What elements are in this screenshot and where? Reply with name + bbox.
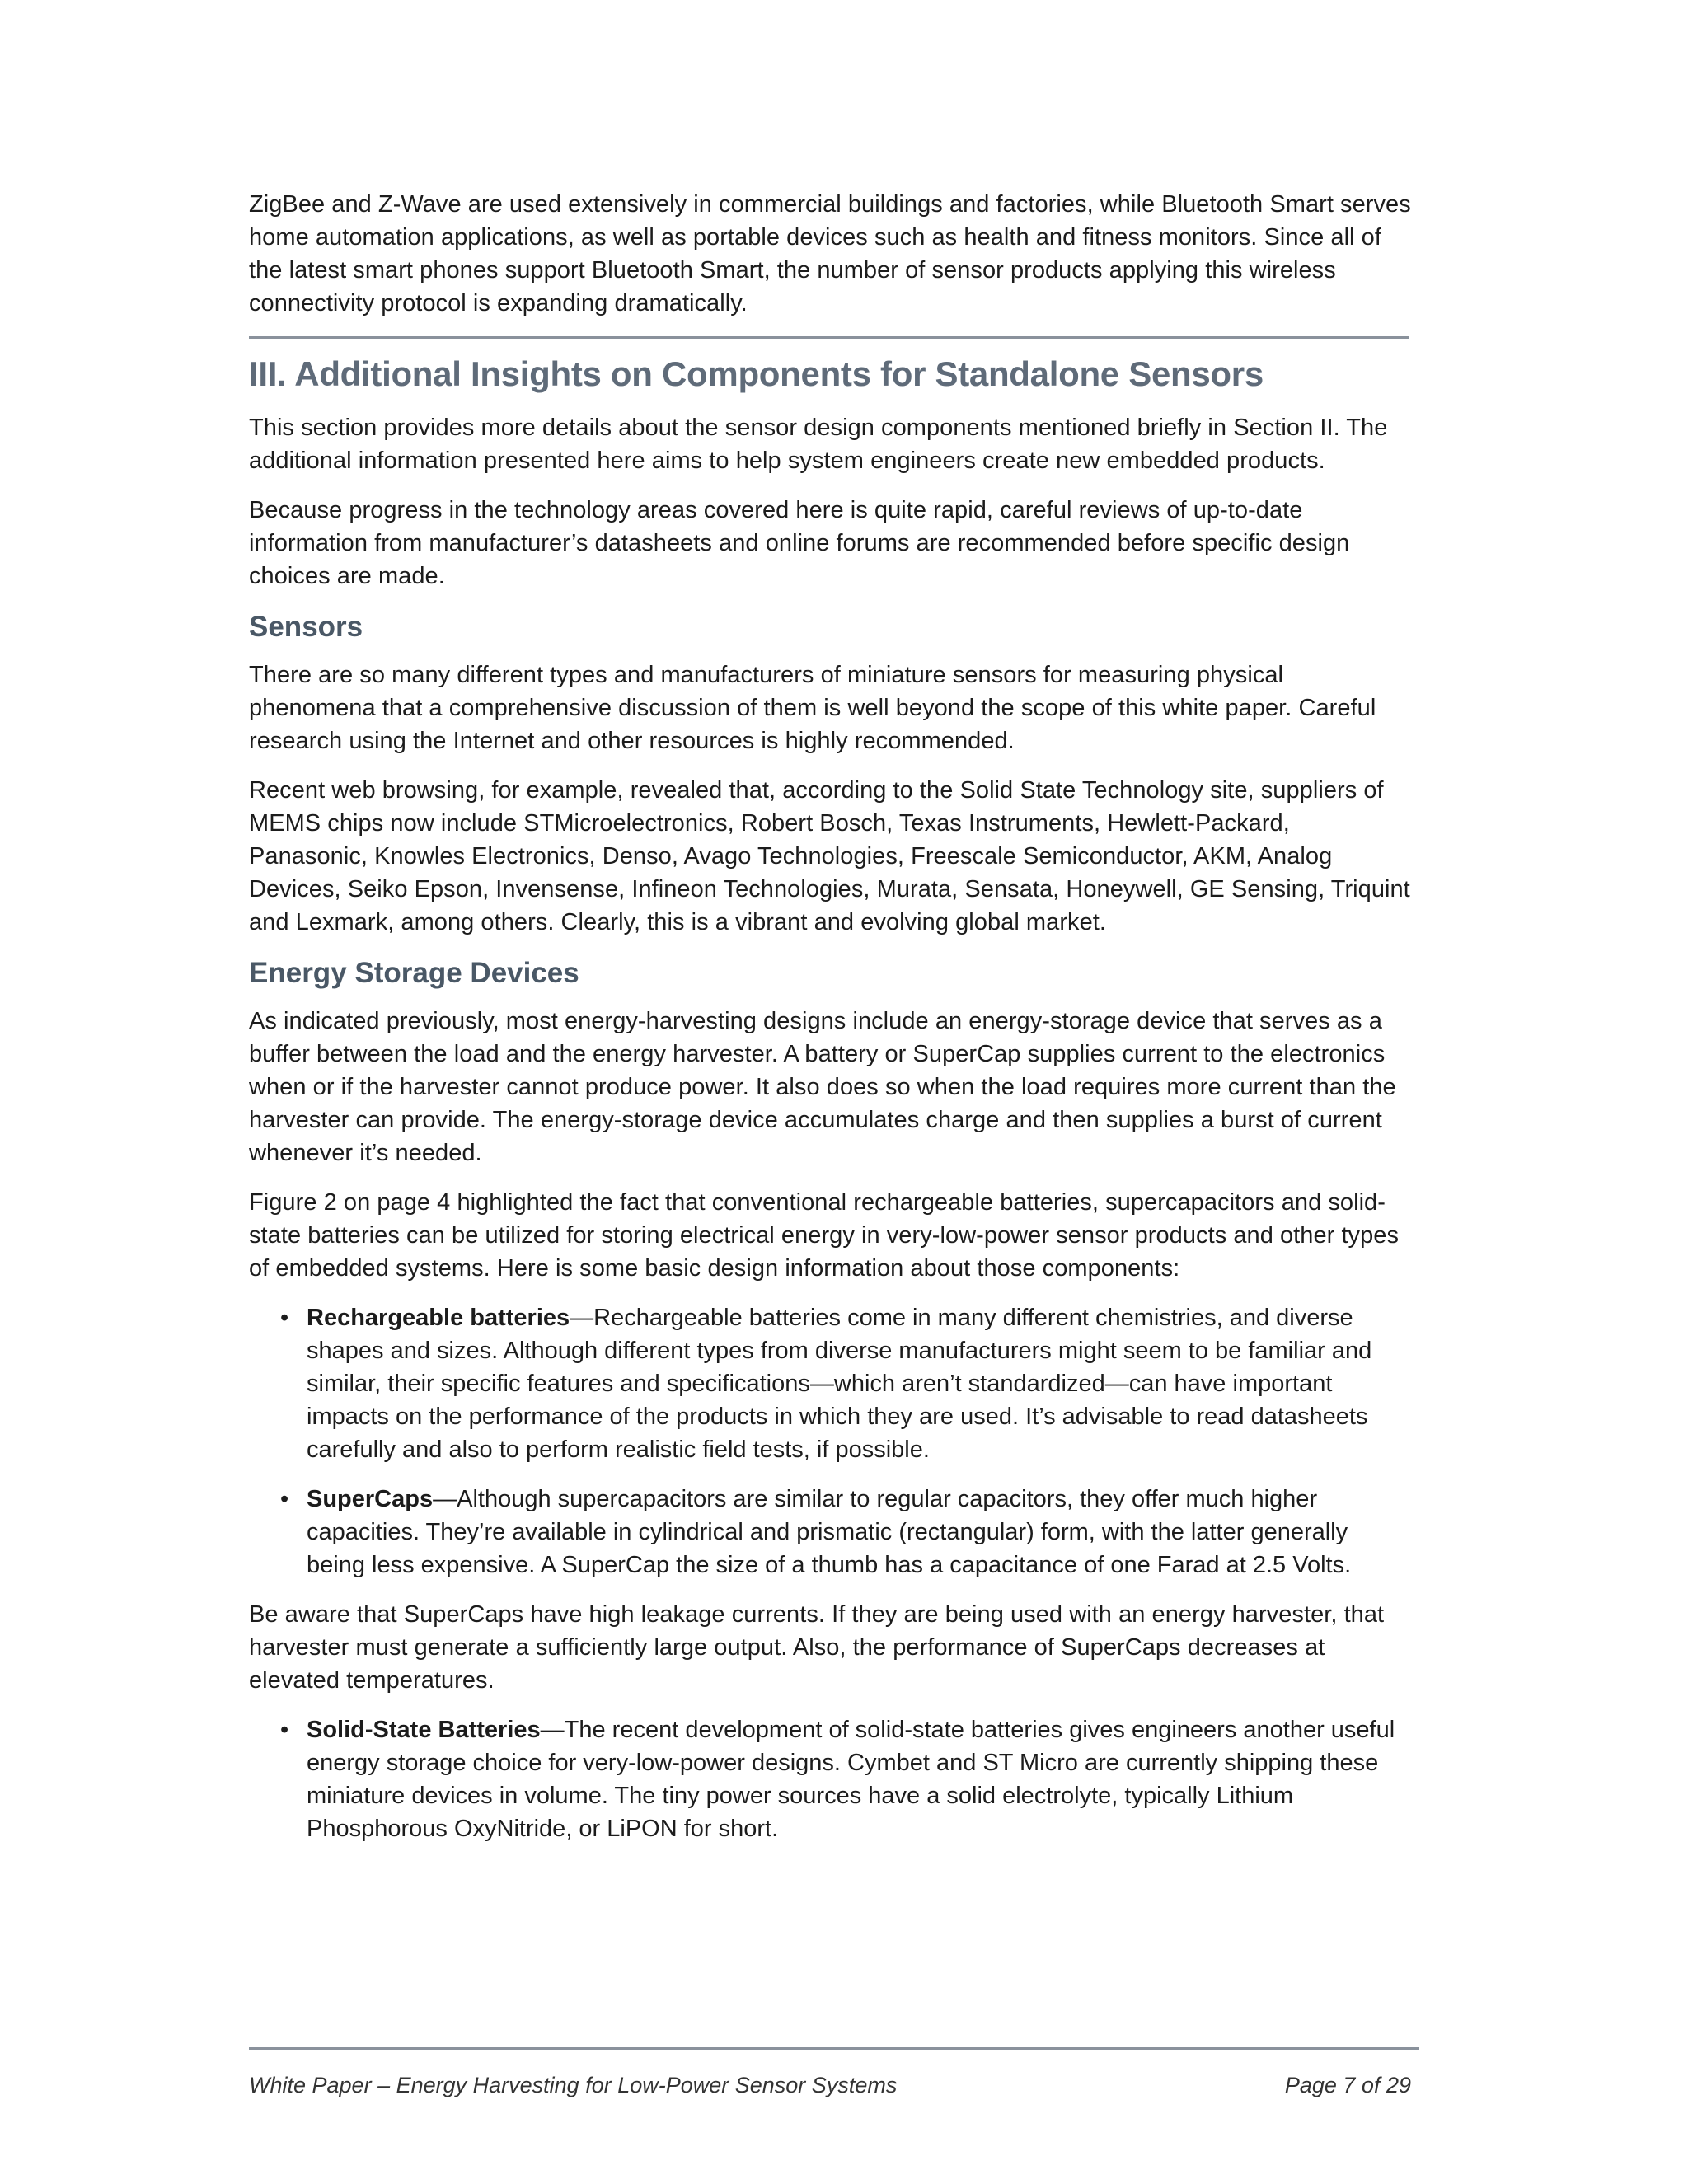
bullet-icon: • — [280, 1305, 289, 1331]
bullet-term: Solid-State Batteries — [307, 1717, 541, 1743]
list-item-solid-state-batteries — [249, 1713, 1411, 1845]
section-title: III. Additional Insights on Components for Standalone Sensors — [249, 354, 1264, 393]
page-content — [249, 188, 1411, 1862]
section-paragraph-1: This section provides more details about the sensor design components mentioned briefly in Section II. The additional information presented here aims to help system engineers create new embedded products. — [249, 415, 1388, 474]
footer-page-number: Page 7 of 29 — [1284, 2073, 1411, 2097]
bullet-text: —Rechargeable batteries come in many different chemistries, and diverse shapes and sizes. Although different types from diverse manufacturers might seem to be familiar and similar, their specific features and specifications—which aren’t standardized—can have important impacts on the performance of the products in which they are used. It’s advisable to read datasheets carefully and also to perform realistic field tests, if possible. — [307, 1305, 1372, 1463]
storage-bullet-list — [249, 1301, 1411, 1582]
bullet-text: —The recent development of solid-state batteries gives engineers another useful energy storage choice for very-low-power designs. Cymbet and ST Micro are currently shipping these miniature devices in volume. The tiny power sources have a solid electrolyte, typically Lithium Phosphorous OxyNitride, or LiPON for short. — [307, 1717, 1395, 1842]
section-paragraph-2: Because progress in the technology areas covered here is quite rapid, careful reviews of up-to-date information from manufacturer’s datasheets and online forums are recommended before specific design choices are made. — [249, 497, 1350, 589]
section-divider — [249, 336, 1409, 339]
energy-paragraph-1: As indicated previously, most energy-harvesting designs include an energy-storage device that serves as a buffer between the load and the energy harvester. A battery or SuperCap supplies current to the electronics when or if the harvester cannot produce power. It also does so when the load requires more current than the harvester can provide. The energy-storage device accumulates charge and then supplies a burst of current whenever it’s needed. — [249, 1008, 1396, 1166]
sensors-paragraph-1: There are so many different types and manufacturers of miniature sensors for measuring physical phenomena that a comprehensive discussion of them is well beyond the scope of this white paper. Careful research using the Internet and other resources is highly recommended. — [249, 662, 1376, 754]
storage-bullet-list-2 — [249, 1713, 1411, 1845]
bullet-icon: • — [280, 1486, 289, 1512]
bullet-term: SuperCaps — [307, 1486, 434, 1512]
energy-storage-heading: Energy Storage Devices — [249, 957, 579, 989]
bullet-term: Rechargeable batteries — [307, 1305, 570, 1331]
list-item-rechargeable-batteries — [249, 1301, 1411, 1466]
intro-paragraph: ZigBee and Z-Wave are used extensively in commercial buildings and factories, while Bluetooth Smart serves home automation applications, as well as portable devices such as health and fitness monitors. Since all of the latest smart phones support Bluetooth Smart, the number of sensor products applying this wireless connectivity protocol is expanding dramatically. — [249, 191, 1411, 316]
bullet-text: —Although supercapacitors are similar to regular capacitors, they offer much higher capacities. They’re available in cylindrical and prismatic (rectangular) form, with the latter generally being less expensive. A SuperCap the size of a thumb has a capacitance of one Farad at 2.5 Volts. — [307, 1486, 1352, 1578]
energy-paragraph-2: Figure 2 on page 4 highlighted the fact that conventional rechargeable batteries, supercapacitors and solid-state batteries can be utilized for storing electrical energy in very-low-power sensor products and other types of embedded systems. Here is some basic design information about those components: — [249, 1189, 1400, 1282]
list-item-supercaps — [249, 1483, 1411, 1582]
energy-paragraph-3: Be aware that SuperCaps have high leakage currents. If they are being used with an energy harvester, that harvester must generate a sufficiently large output. Also, the performance of SuperCaps decreases at elevated temperatures. — [249, 1601, 1385, 1694]
sensors-paragraph-2: Recent web browsing, for example, revealed that, according to the Solid State Technology site, suppliers of MEMS chips now include STMicroelectronics, Robert Bosch, Texas Instruments, Hewlett-Packard, Panasonic, Knowles Electronics, Denso, Avago Technologies, Freescale Semiconductor, AKM, Analog Devices, Seiko Epson, Invensense, Infineon Technologies, Murata, Sensata, Honeywell, GE Sensing, Triquint and Lexmark, among others. Clearly, this is a vibrant and evolving global market. — [249, 777, 1410, 935]
bullet-icon: • — [280, 1717, 289, 1743]
footer-document-title: White Paper – Energy Harvesting for Low-Power Sensor Systems — [249, 2073, 898, 2097]
sensors-heading: Sensors — [249, 611, 363, 643]
footer-divider — [249, 2047, 1419, 2050]
